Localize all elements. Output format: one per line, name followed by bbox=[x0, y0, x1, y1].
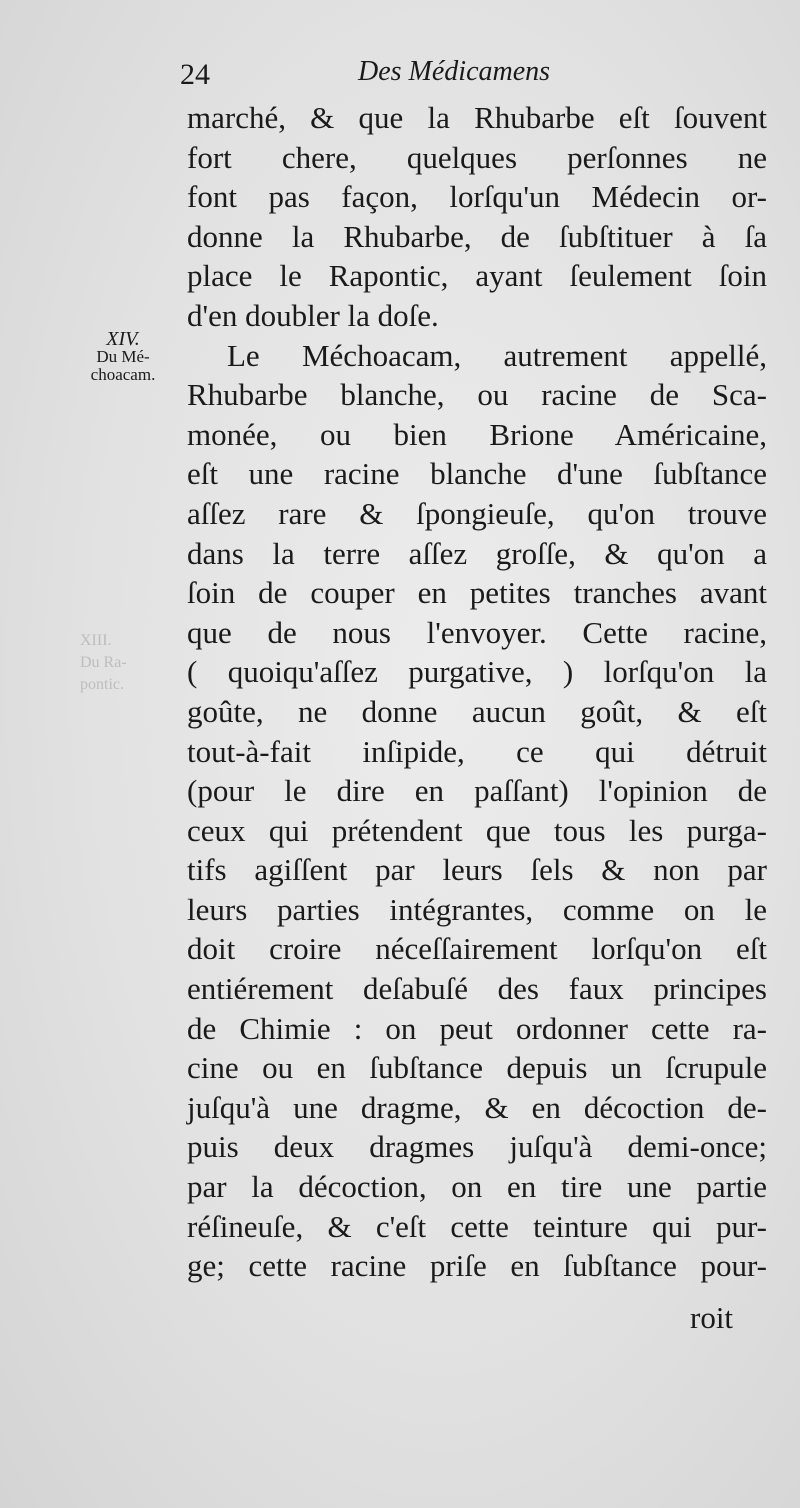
page-number: 24 bbox=[180, 58, 210, 91]
text-line: marché, & que la Rhubarbe eſt ſouvent bbox=[187, 100, 767, 135]
text-line: eſt une racine blanche d'une ſubſtance bbox=[187, 456, 767, 492]
text-line: leurs parties intégrantes, comme on le bbox=[187, 891, 767, 927]
text-line: donne la Rhubarbe, de ſubſtituer à ſa bbox=[187, 218, 767, 254]
bleed-line: Du Ra- bbox=[80, 654, 127, 671]
text-line: monée, ou bien Brione Américaine, bbox=[187, 416, 767, 452]
text-line: Rhubarbe blanche, ou racine de Sca- bbox=[187, 377, 767, 413]
text-line: aſſez rare & ſpongieuſe, qu'on trouve bbox=[187, 495, 767, 531]
text-line: juſqu'à une dragme, & en décoction de- bbox=[187, 1089, 767, 1125]
text-line: tout-à-fait inſipide, ce qui détruit bbox=[187, 733, 767, 769]
text-line: tifs agiſſent par leurs ſels & non par bbox=[187, 852, 767, 888]
text-line: d'en doubler la doſe. bbox=[187, 297, 439, 333]
margin-note-number: XIV. bbox=[106, 328, 140, 350]
bleed-line: pontic. bbox=[80, 676, 124, 693]
text-line: goûte, ne donne aucun goût, & eſt bbox=[187, 693, 767, 729]
bleed-line: XIII. bbox=[80, 632, 112, 649]
text-line: font pas façon, lorſqu'un Médecin or- bbox=[187, 179, 767, 215]
text-line: Le Méchoacam, autrement appellé, bbox=[227, 337, 767, 373]
text-line: fort chere, quelques perſonnes ne bbox=[187, 139, 767, 175]
text-line: ge; cette racine priſe en ſubſtance pour- bbox=[187, 1248, 767, 1284]
text-line: ſoin de couper en petites tranches avant bbox=[187, 575, 767, 611]
margin-note bbox=[68, 330, 178, 384]
text-line: de Chimie : on peut ordonner cette ra- bbox=[187, 1010, 767, 1046]
text-line: doit croire néceſſairement lorſqu'on eſt bbox=[187, 931, 767, 967]
catchword: roit bbox=[690, 1300, 734, 1335]
text-line: réſineuſe, & c'eſt cette teinture qui pur- bbox=[187, 1208, 767, 1244]
text-line: cine ou en ſubſtance depuis un ſcrupule bbox=[187, 1050, 767, 1086]
running-head: Des Médicamens bbox=[358, 56, 551, 87]
text-line: puis deux dragmes juſqu'à demi-once; bbox=[187, 1129, 767, 1165]
margin-note-line: choacam. bbox=[90, 365, 156, 384]
margin-note-line: Du Mé- bbox=[96, 347, 150, 366]
body-text bbox=[187, 98, 767, 1286]
text-line: (pour le dire en paſſant) l'opinion de bbox=[187, 773, 767, 809]
text-line: par la décoction, on en tire une partie bbox=[187, 1169, 767, 1205]
bleed-through-text bbox=[80, 630, 127, 696]
text-line: entiérement deſabuſé des faux principes bbox=[187, 971, 767, 1007]
text-line: place le Rapontic, ayant ſeulement ſoin bbox=[187, 258, 767, 294]
text-line: ( quoiqu'aſſez purgative, ) lorſqu'on la bbox=[187, 654, 767, 690]
text-line: dans la terre aſſez groſſe, & qu'on a bbox=[187, 535, 767, 571]
text-line: ceux qui prétendent que tous les purga- bbox=[187, 812, 767, 848]
text-line: que de nous l'envoyer. Cette racine, bbox=[187, 614, 767, 650]
